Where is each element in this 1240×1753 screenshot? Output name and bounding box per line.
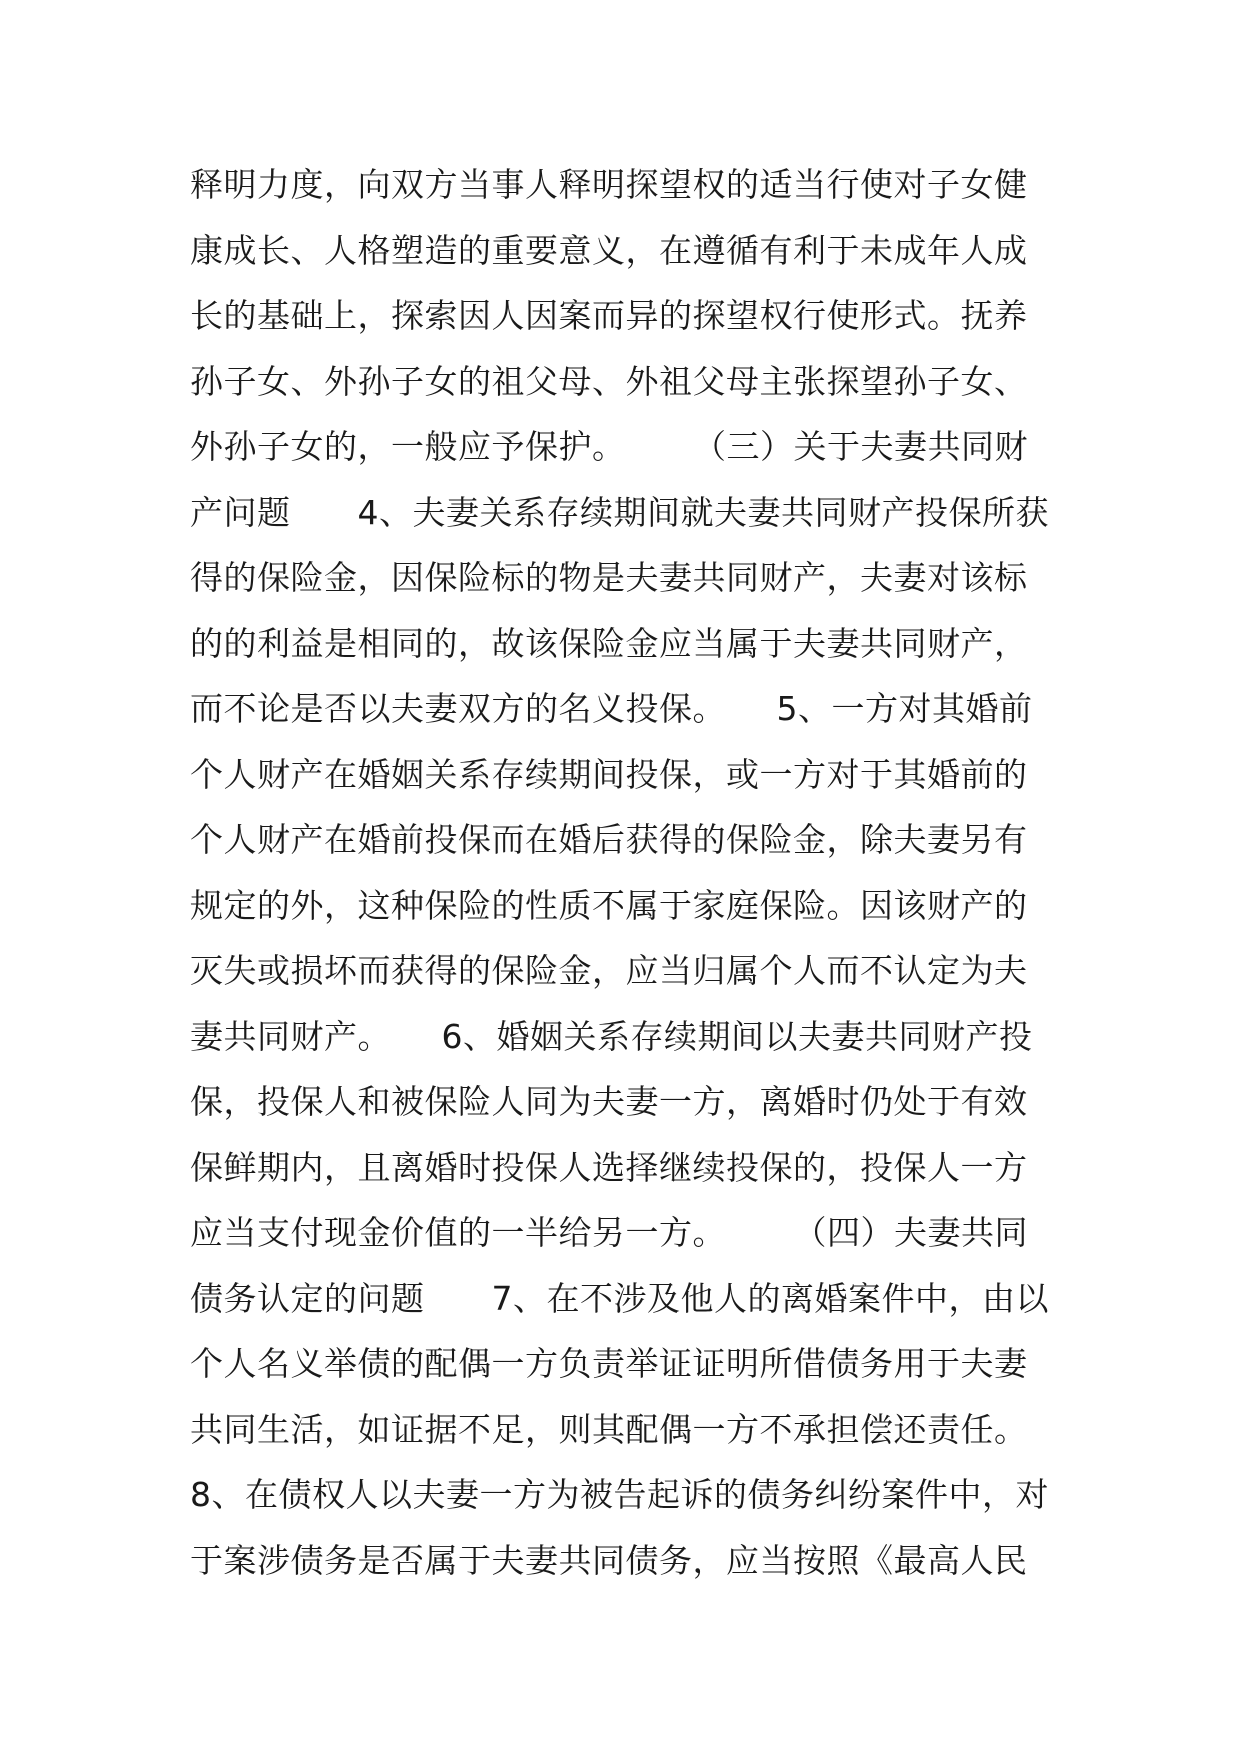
text-line: 妻共同财产。 6、婚姻关系存续期间以夫妻共同财产投 [190, 1016, 1033, 1056]
text-line: 而不论是否以夫妻双方的名义投保。 5、一方对其婚前 [190, 689, 1033, 728]
text-line: 灭失或损坏而获得的保险金，应当归属个人而不认定为夫 [190, 951, 1028, 990]
text-line: 8、在债权人以夫妻一方为被告起诉的债务纠纷案件中，对 [190, 1475, 1049, 1514]
text-line: 个人名义举债的配偶一方负责举证证明所借债务用于夫妻 [190, 1344, 1028, 1383]
text-line: 个人财产在婚姻关系存续期间投保，或一方对于其婚前的 [190, 754, 1028, 794]
text-line: 于案涉债务是否属于夫妻共同债务，应当按照《最高人民 [190, 1540, 1028, 1580]
text-line: 个人财产在婚前投保而在婚后获得的保险金，除夫妻另有 [190, 820, 1028, 859]
text-line: 释明力度，向双方当事人释明探望权的适当行使对子女健 [190, 165, 1028, 204]
text-line: 规定的外，这种保险的性质不属于家庭保险。因该财产的 [190, 885, 1028, 925]
text-line: 产问题 4、夫妻关系存续期间就夫妻共同财产投保所获 [190, 492, 1049, 532]
text-line: 保鲜期内，且离婚时投保人选择继续投保的，投保人一方 [190, 1147, 1028, 1187]
text-line: 外孙子女的，一般应予保护。 （三）关于夫妻共同财 [190, 427, 1028, 466]
text-line: 保，投保人和被保险人同为夫妻一方，离婚时仍处于有效 [190, 1082, 1028, 1121]
text-line: 的的利益是相同的，故该保险金应当属于夫妻共同财产， [190, 623, 1028, 663]
text-line: 共同生活，如证据不足，则其配偶一方不承担偿还责任。 [190, 1409, 1028, 1449]
text-line: 应当支付现金价值的一半给另一方。 （四）夫妻共同 [190, 1213, 1028, 1252]
text-line: 得的保险金，因保险标的物是夫妻共同财产，夫妻对该标 [190, 558, 1028, 597]
text-line: 孙子女、外孙子女的祖父母、外祖父母主张探望孙子女、 [190, 361, 1028, 401]
text-line: 长的基础上，探索因人因案而异的探望权行使形式。抚养 [190, 296, 1028, 335]
body-text [190, 152, 1070, 1593]
text-line: 康成长、人格塑造的重要意义，在遵循有利于未成年人成 [190, 230, 1028, 270]
text-line: 债务认定的问题 7、在不涉及他人的离婚案件中，由以 [190, 1278, 1049, 1318]
